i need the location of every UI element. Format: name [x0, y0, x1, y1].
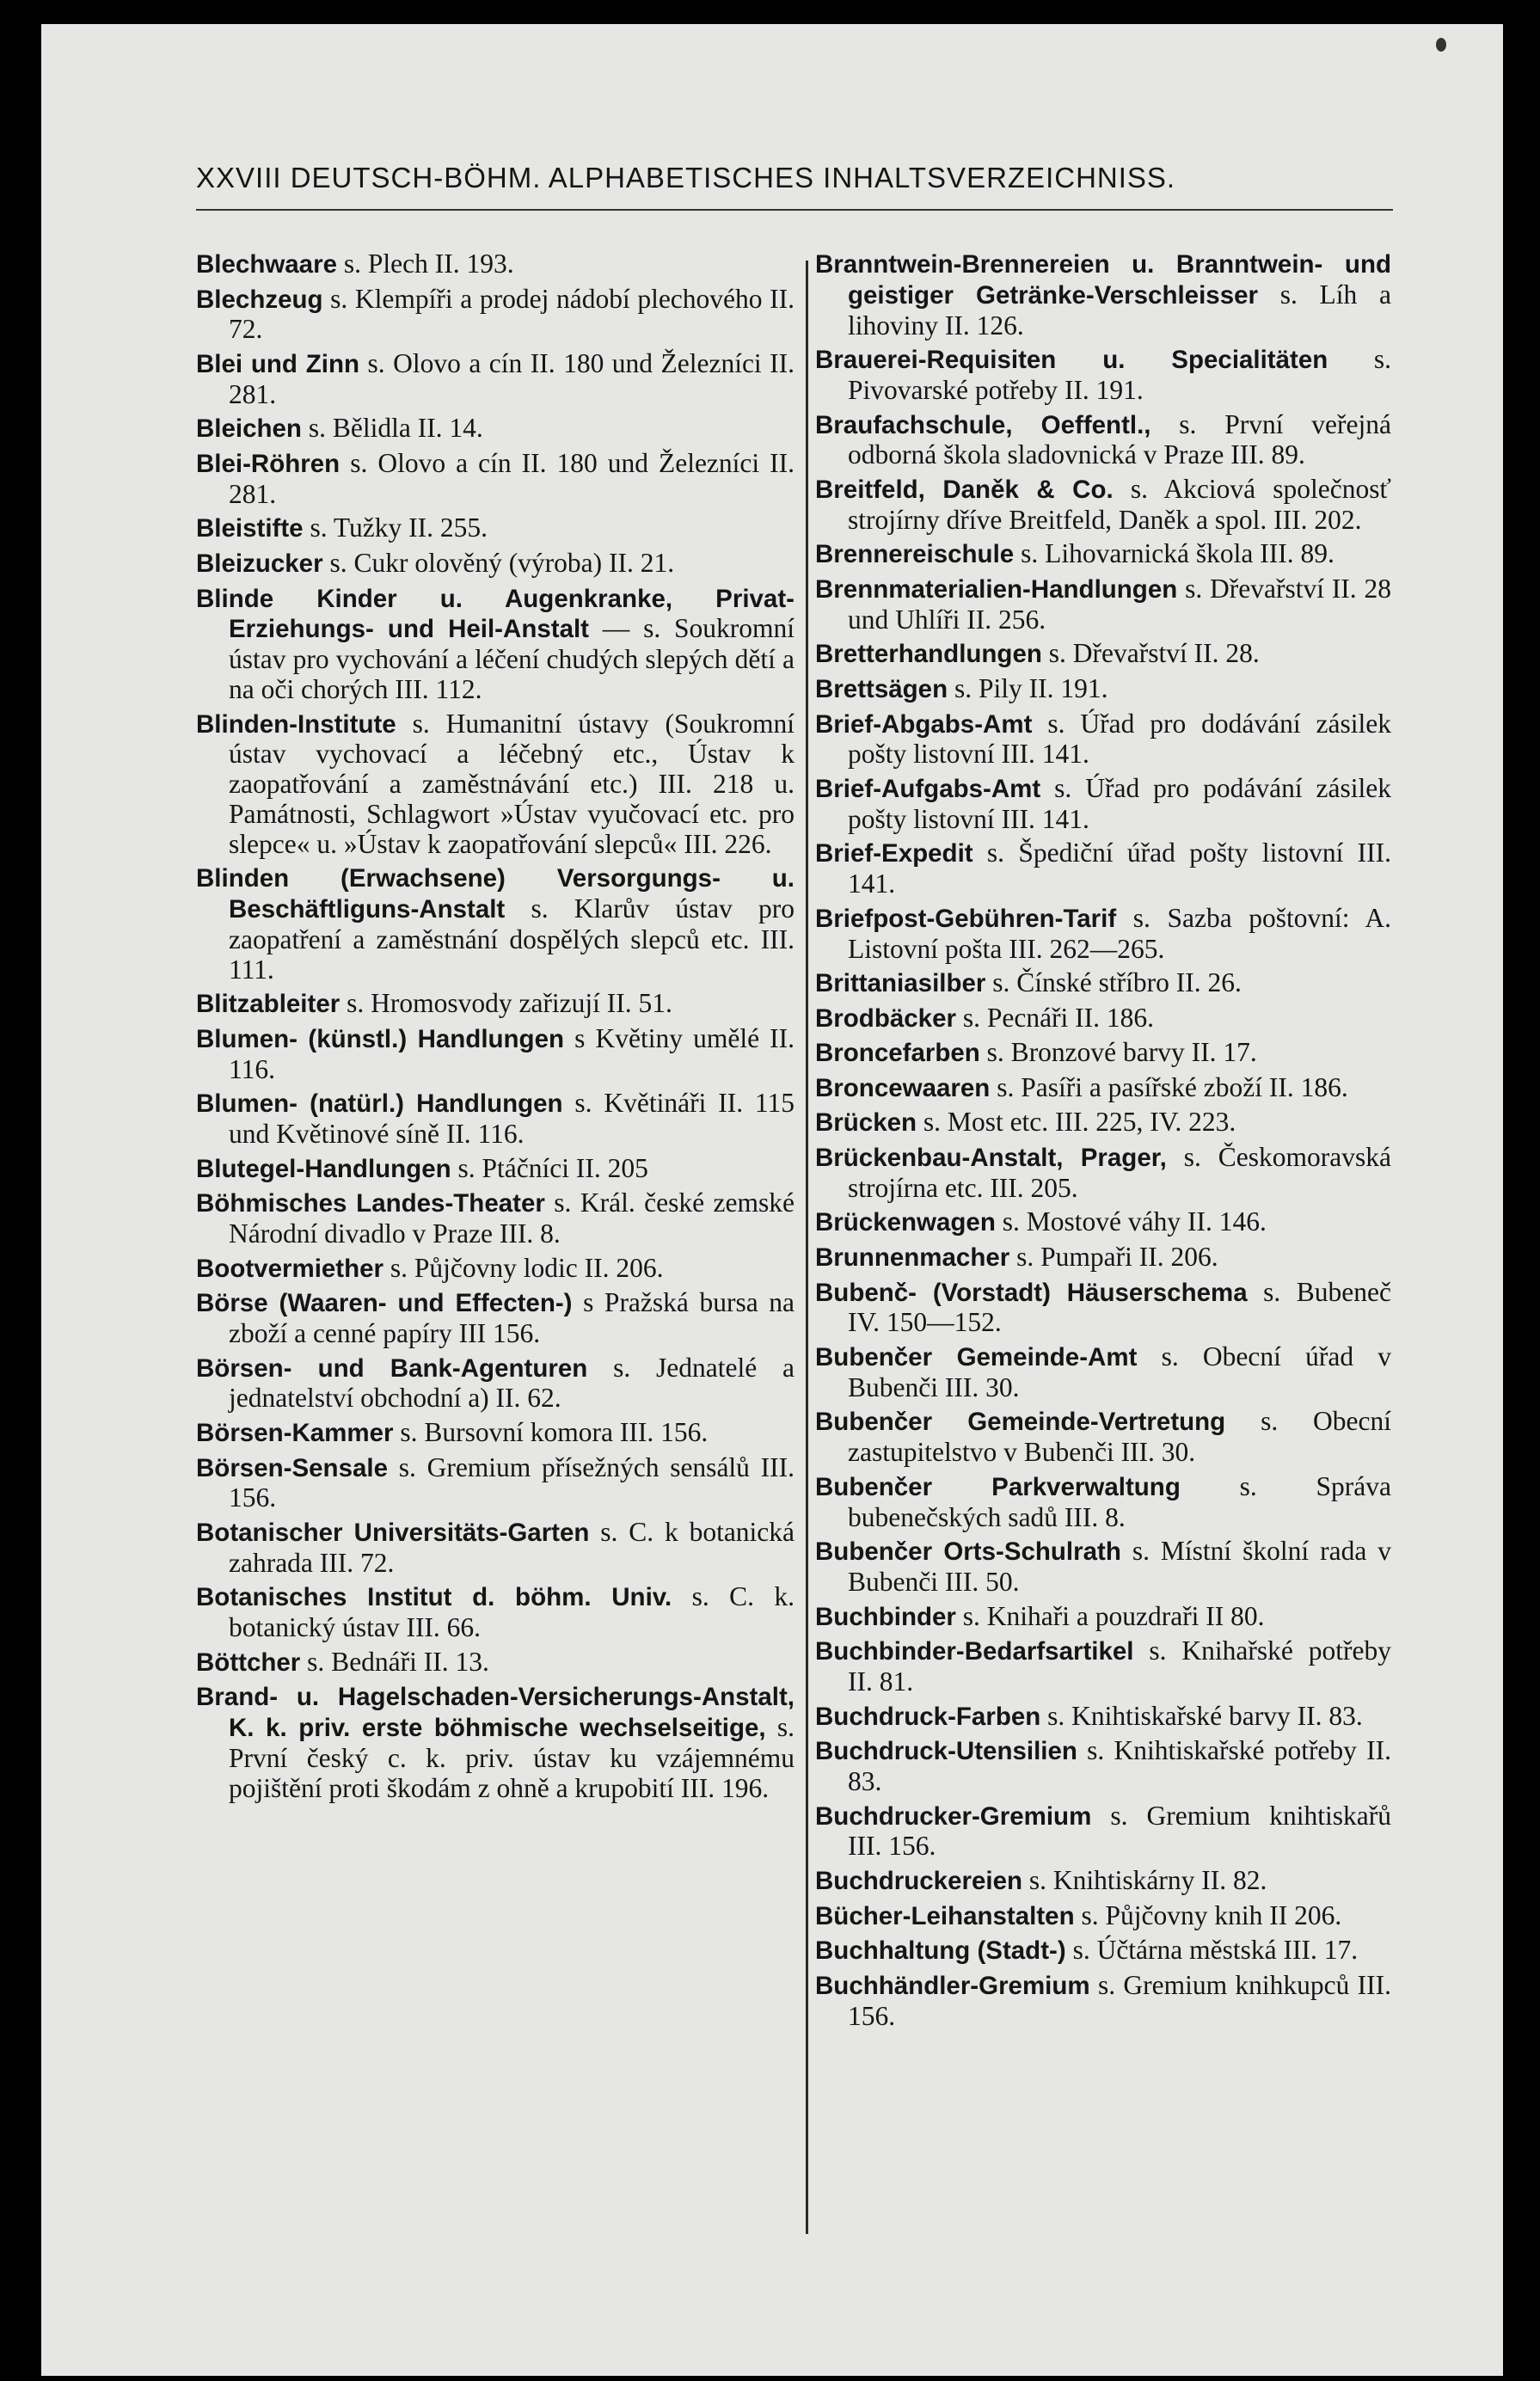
- index-term: Bleistifte: [196, 514, 304, 543]
- index-term: Böttcher: [196, 1648, 301, 1677]
- index-entry: [815, 249, 1391, 341]
- index-reference: s. Gremium knihkupců III. 156.: [848, 1969, 1392, 2031]
- index-term: Börse (Waaren- und Effecten-): [196, 1289, 573, 1318]
- index-term: Buchhändler-Gremium: [815, 1971, 1090, 2000]
- index-entry: [196, 1089, 795, 1150]
- index-term: Buchdruck-Utensilien: [815, 1737, 1077, 1766]
- index-reference: s. Sazba poštovní: A. Listovní pošta III. 262—265.: [848, 902, 1391, 964]
- index-entry: [196, 1518, 795, 1579]
- index-reference: s. Knihařské potřeby II. 81.: [848, 1635, 1391, 1697]
- index-term: Blei-Röhren: [196, 449, 341, 478]
- index-term: Blinde Kinder u. Augenkranke, Privat-Erziehungs- und Heil-Anstalt: [196, 584, 795, 644]
- index-reference: s. Bělidla II. 14.: [308, 413, 483, 444]
- index-term: Brückenbau-Anstalt, Prager,: [815, 1144, 1167, 1173]
- index-reference: s. Knihtiskárny II. 82.: [1028, 1864, 1267, 1895]
- index-entry: [815, 709, 1391, 770]
- header-rule: [196, 209, 1393, 211]
- index-entry: [815, 1073, 1391, 1104]
- index-entry: [196, 449, 795, 510]
- index-term: Bootvermiether: [196, 1254, 384, 1283]
- index-term: Breitfeld, Daněk & Co.: [815, 475, 1114, 504]
- index-term: Börsen- und Bank-Agenturen: [196, 1353, 588, 1383]
- index-reference: s. Ptáčníci II. 205: [457, 1152, 648, 1183]
- index-reference: s. Mostové váhy II. 146.: [1002, 1206, 1267, 1237]
- index-reference: s. Půjčovny knih II 206.: [1081, 1899, 1342, 1930]
- index-entry: [815, 1472, 1391, 1533]
- index-entry: [196, 989, 795, 1020]
- index-column-right: [815, 249, 1391, 2035]
- index-reference: s. Humanitní ústavy (Soukromní ústav vychovací a léčebný etc., Ústav k zaopatřování a zaměstnávání etc.) III. 218 u. Památnosti, Schlagwort »Ústav vyučovací etc. pro slepce« u. »Ústav k zaopatřování slepců« III. 226.: [229, 708, 795, 859]
- index-term: Bubenčer Parkverwaltung: [815, 1472, 1181, 1501]
- index-entry: [196, 1154, 795, 1185]
- index-reference: s. Pecnáři II. 186.: [962, 1002, 1155, 1033]
- index-term: Botanisches Institut d. böhm. Univ.: [196, 1583, 672, 1612]
- index-term: Buchdruckereien: [815, 1866, 1022, 1895]
- index-term: Briefpost-Gebühren-Tarif: [815, 904, 1117, 933]
- index-reference: s. Pily II. 191.: [954, 672, 1108, 703]
- index-term: Buchbinder-Bedarfsartikel: [815, 1637, 1134, 1666]
- index-term: Bücher-Leihanstalten: [815, 1901, 1075, 1930]
- index-entry: [196, 1453, 795, 1514]
- index-reference: s. Knihaři a pouzdraři II 80.: [962, 1600, 1265, 1631]
- index-reference: s. Čínské stříbro II. 26.: [992, 967, 1242, 998]
- index-term: Bubenčer Orts-Schulrath: [815, 1537, 1121, 1567]
- index-term: Börsen-Kammer: [196, 1419, 394, 1448]
- index-entry: [196, 249, 795, 280]
- index-term: Brodbäcker: [815, 1003, 956, 1033]
- index-entry: [815, 410, 1391, 471]
- index-reference: s. Pasíři a pasířské zboží II. 186.: [997, 1071, 1348, 1102]
- index-entry: [815, 1207, 1391, 1238]
- index-entry: [815, 539, 1391, 570]
- index-entry: [815, 1342, 1391, 1403]
- index-reference: s. Gremium přísežných sensálů III. 156.: [229, 1451, 795, 1513]
- index-entry: [196, 549, 795, 580]
- index-entry: [196, 1024, 795, 1085]
- index-column-left: [196, 249, 795, 1807]
- index-term: Bubenč- (Vorstadt) Häuserschema: [815, 1278, 1248, 1307]
- index-entry: [196, 1582, 795, 1643]
- index-term: Botanischer Universitäts-Garten: [196, 1519, 590, 1548]
- index-term: Blumen- (natürl.) Handlungen: [196, 1089, 563, 1119]
- index-term: Bleizucker: [196, 549, 323, 578]
- index-term: Brief-Abgabs-Amt: [815, 709, 1033, 739]
- index-term: Brücken: [815, 1108, 917, 1138]
- index-term: Broncewaaren: [815, 1073, 991, 1102]
- index-term: Böhmisches Landes-Theater: [196, 1189, 545, 1218]
- index-reference: s. Květináři II. 115 und Květinové síně II. 116.: [229, 1088, 795, 1150]
- index-reference: s. Úřad pro podávání zásilek pošty listovní III. 141.: [848, 772, 1391, 834]
- index-term: Brettsägen: [815, 674, 948, 703]
- index-term: Brennmaterialien-Handlungen: [815, 574, 1178, 604]
- index-reference: s. Českomoravská strojírna etc. III. 205.: [848, 1142, 1391, 1203]
- index-term: Bubenčer Gemeinde-Amt: [815, 1343, 1138, 1372]
- index-reference: s. Obecní zastupitelstvo v Bubenči III. 30.: [848, 1406, 1391, 1468]
- index-reference: s. Knihtiskařské potřeby II. 83.: [848, 1735, 1391, 1796]
- index-term: Buchdruck-Farben: [815, 1702, 1041, 1731]
- index-entry: [196, 1648, 795, 1678]
- index-reference: s. Hromosvody zařizují II. 51.: [347, 988, 672, 1019]
- index-entry: [815, 1702, 1391, 1733]
- index-entry: [815, 1108, 1391, 1138]
- index-entry: [815, 1636, 1391, 1697]
- index-term: Brennereischule: [815, 540, 1015, 569]
- index-term: Brief-Aufgabs-Amt: [815, 774, 1041, 803]
- index-term: Börsen-Sensale: [196, 1453, 388, 1482]
- index-term: Broncefarben: [815, 1039, 980, 1068]
- index-term: Bretterhandlungen: [815, 640, 1042, 669]
- index-reference: s. Cukr olověný (výroba) II. 21.: [329, 547, 675, 578]
- index-term: Blechwaare: [196, 250, 337, 279]
- index-reference: — s. Soukromní ústav pro vychování a léčení chudých slepých dětí a na oči chorých III. 112.: [229, 613, 795, 704]
- index-term: Brittaniasilber: [815, 969, 986, 998]
- index-entry: [196, 285, 795, 346]
- index-reference: s. Klarův ústav pro zaopatření a zaměstnání dospělých slepců etc. III. 111.: [229, 893, 795, 985]
- index-term: Blutegel-Handlungen: [196, 1154, 451, 1183]
- index-term: Brückenwagen: [815, 1208, 996, 1237]
- index-term: Blei und Zinn: [196, 349, 360, 378]
- index-reference: s. Pivovarské potřeby II. 191.: [848, 344, 1391, 405]
- index-entry: [196, 863, 795, 985]
- index-reference: s. Bednáři II. 13.: [307, 1646, 489, 1677]
- index-entry: [815, 1143, 1391, 1204]
- index-reference: s Pražská bursa na zboží a cenné papíry III 156.: [229, 1287, 795, 1349]
- index-reference: s. Místní školní rada v Bubenči III. 50.: [848, 1536, 1392, 1597]
- index-term: Buchhaltung (Stadt-): [815, 1936, 1066, 1966]
- index-entry: [196, 1682, 795, 1803]
- index-entry: [815, 574, 1391, 635]
- index-reference: s. Most etc. III. 225, IV. 223.: [923, 1107, 1236, 1138]
- index-term: Branntwein-Brennereien u. Branntwein- und geistiger Getränke-Verschleisser: [815, 250, 1391, 310]
- index-reference: s. Účtárna městská III. 17.: [1072, 1935, 1359, 1966]
- index-entry: [196, 709, 795, 860]
- index-entry: [815, 1602, 1391, 1633]
- ink-spot: [1436, 38, 1446, 52]
- index-term: Bleichen: [196, 414, 302, 444]
- index-entry: [196, 349, 795, 410]
- index-term: Buchbinder: [815, 1602, 956, 1631]
- index-term: Brunnenmacher: [815, 1243, 1010, 1273]
- index-term: Bubenčer Gemeinde-Vertretung: [815, 1408, 1226, 1437]
- index-entry: [815, 1243, 1391, 1273]
- index-entry: [196, 1288, 795, 1349]
- index-entry: [815, 1866, 1391, 1897]
- index-reference: s. Olovo a cín II. 180 und Železníci II. 281.: [229, 347, 795, 409]
- index-reference: s. Bursovní komora III. 156.: [400, 1417, 709, 1448]
- index-term: Brand- u. Hagelschaden-Versicherungs-Anstalt, K. k. priv. erste böhmische wechselseitige,: [196, 1683, 795, 1743]
- page-header: XXVIII DEUTSCH-BÖHM. ALPHABETISCHES INHALTSVERZEICHNISS.: [196, 162, 1176, 193]
- index-reference: s. První český c. k. priv. ústav ku vzájemnému pojištění proti škodám z ohně a krupobití III. 196.: [229, 1712, 795, 1803]
- index-reference: s. Bronzové barvy II. 17.: [986, 1037, 1257, 1068]
- index-entry: [196, 513, 795, 544]
- index-entry: [815, 774, 1391, 835]
- index-entry: [815, 838, 1391, 899]
- index-entry: [815, 1407, 1391, 1468]
- index-term: Braufachschule, Oeffentl.,: [815, 410, 1151, 439]
- index-term: Blechzeug: [196, 285, 323, 314]
- index-entry: [815, 345, 1391, 406]
- index-reference: s. První veřejná odborná škola sladovnická v Praze III. 89.: [848, 408, 1391, 470]
- index-reference: s. Obecní úřad v Bubenči III. 30.: [848, 1341, 1392, 1402]
- index-reference: s Květiny umělé II. 116.: [229, 1022, 795, 1084]
- index-entry: [196, 1254, 795, 1285]
- index-term: Blinden-Institute: [196, 709, 396, 739]
- index-term: Blinden (Erwachsene) Versorgungs- u. Beschäftliguns-Anstalt: [196, 864, 795, 924]
- index-entry: [815, 904, 1391, 965]
- book-page: [41, 24, 1503, 2376]
- index-entry: [815, 1278, 1391, 1339]
- index-term: Blitzableiter: [196, 990, 341, 1019]
- index-reference: s. Špediční úřad pošty listovní III. 141.: [848, 838, 1391, 899]
- index-reference: s. Plech II. 193.: [343, 249, 514, 279]
- index-reference: s. Bubeneč IV. 150—152.: [848, 1276, 1391, 1338]
- index-reference: s. Pumpaři II. 206.: [1016, 1242, 1218, 1273]
- index-entry: [815, 1901, 1391, 1932]
- index-entry: [815, 1537, 1391, 1598]
- index-reference: s. Gremium knihtiskařů III. 156.: [848, 1800, 1391, 1862]
- index-reference: s. Klempíři a prodej nádobí plechového II. 72.: [229, 283, 795, 345]
- index-reference: s. Líh a lihoviny II. 126.: [848, 279, 1391, 341]
- index-entry: [196, 1188, 795, 1249]
- index-reference: s. Jednatelé a jednatelství obchodní a) II. 62.: [229, 1352, 795, 1414]
- index-reference: s. Lihovarnická škola III. 89.: [1021, 538, 1334, 569]
- index-reference: s. Půjčovny lodic II. 206.: [390, 1252, 664, 1283]
- index-reference: s. Dřevařství II. 28.: [1048, 638, 1260, 669]
- index-reference: s. C. k botanická zahrada III. 72.: [229, 1517, 795, 1578]
- index-reference: s. Tužky II. 255.: [310, 512, 488, 543]
- index-entry: [815, 674, 1391, 705]
- column-divider: [806, 261, 808, 2234]
- index-entry: [196, 1353, 795, 1414]
- index-entry: [815, 1038, 1391, 1069]
- index-entry: [815, 475, 1391, 536]
- index-term: Buchdrucker-Gremium: [815, 1801, 1092, 1831]
- index-entry: [815, 639, 1391, 670]
- index-reference: s. Knihtiskařské barvy II. 83.: [1047, 1700, 1363, 1731]
- index-entry: [196, 584, 795, 705]
- index-term: Brief-Expedit: [815, 839, 973, 868]
- index-entry: [815, 1801, 1391, 1862]
- index-reference: s. Akciová společnosť strojírny dříve Breitfeld, Daněk a spol. III. 202.: [848, 473, 1391, 535]
- index-reference: s. Správa bubenečských sadů III. 8.: [848, 1470, 1391, 1532]
- index-entry: [815, 968, 1391, 999]
- index-entry: [815, 1936, 1391, 1967]
- index-reference: s. Úřad pro dodávání zásilek pošty listovní III. 141.: [848, 708, 1392, 770]
- index-entry: [815, 1736, 1391, 1797]
- index-reference: s. Olovo a cín II. 180 und Železníci II. 281.: [229, 447, 795, 509]
- index-entry: [815, 1971, 1391, 2032]
- index-entry: [196, 1418, 795, 1449]
- index-reference: s. C. k. botanický ústav III. 66.: [229, 1581, 795, 1643]
- index-term: Blumen- (künstl.) Handlungen: [196, 1024, 565, 1053]
- index-reference: s. Dřevařství II. 28 und Uhlíři II. 256.: [848, 573, 1391, 635]
- index-reference: s. Král. české zemské Národní divadlo v Praze III. 8.: [229, 1187, 795, 1249]
- index-entry: [196, 414, 795, 445]
- index-entry: [815, 1003, 1391, 1034]
- index-term: Brauerei-Requisiten u. Specialitäten: [815, 346, 1328, 375]
